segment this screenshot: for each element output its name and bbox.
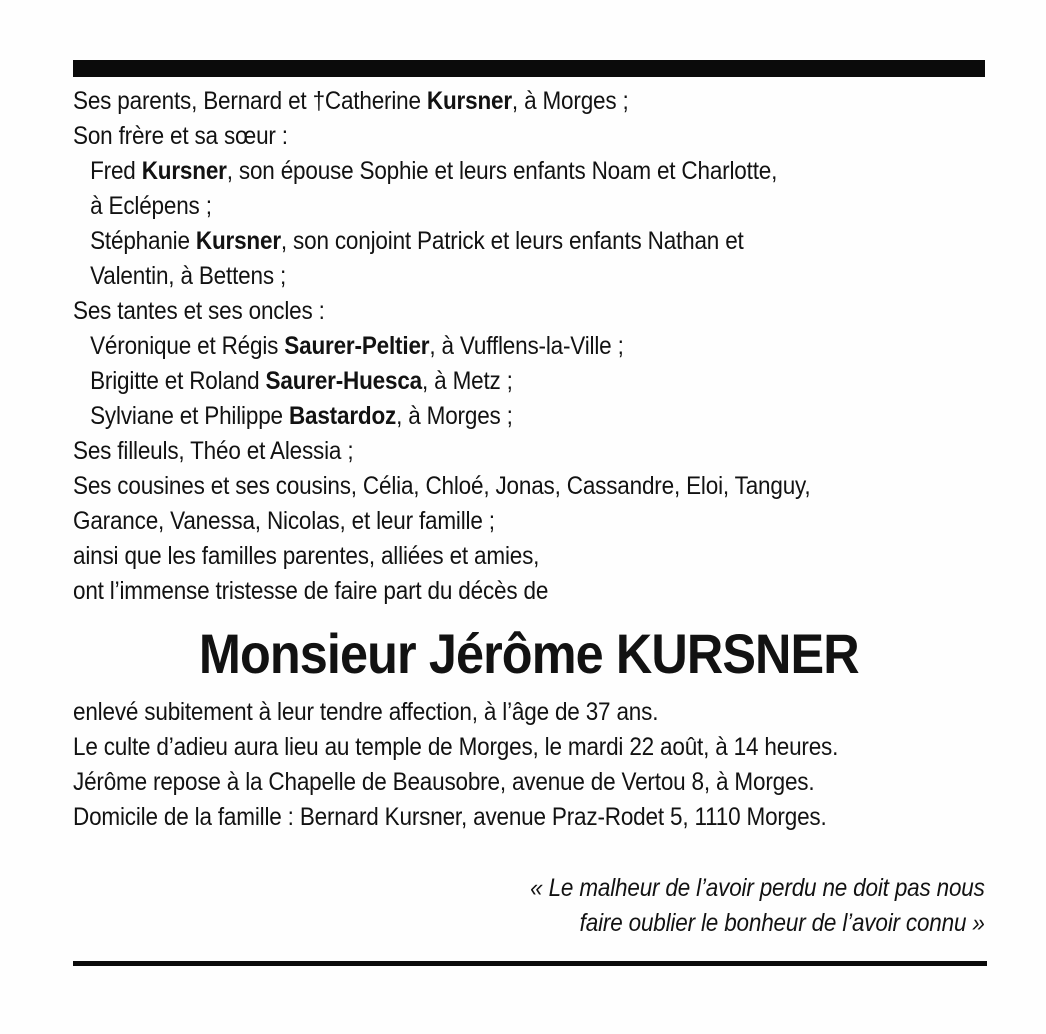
text-line: Stéphanie Kursner, son conjoint Patrick et leurs enfants Nathan et	[90, 227, 744, 255]
text-line: Domicile de la famille : Bernard Kursner, avenue Praz-Rodet 5, 1110 Morges.	[73, 803, 827, 831]
notice-content	[73, 84, 985, 941]
text-line: Ses filleuls, Théo et Alessia ;	[73, 437, 354, 465]
top-rule	[73, 60, 985, 77]
text-line: Son frère et sa sœur :	[73, 122, 288, 150]
text-line: ainsi que les familles parentes, alliées et amies,	[73, 542, 540, 570]
family-list	[73, 84, 985, 609]
memorial-quote	[73, 871, 985, 941]
deceased-name-title: Monsieur Jérôme KURSNER	[198, 622, 859, 685]
text-line: « Le malheur de l’avoir perdu ne doit pas nous	[530, 874, 985, 902]
text-line: Fred Kursner, son épouse Sophie et leurs enfants Noam et Charlotte,	[90, 157, 778, 185]
text-line: Sylviane et Philippe Bastardoz, à Morges ;	[90, 402, 513, 430]
text-line: faire oublier le bonheur de l’avoir connu »	[579, 909, 985, 937]
bottom-rule	[73, 961, 987, 966]
text-line: Garance, Vanessa, Nicolas, et leur famille ;	[73, 507, 495, 535]
text-line: Ses parents, Bernard et †Catherine Kursner, à Morges ;	[73, 87, 629, 115]
text-line: Valentin, à Bettens ;	[90, 262, 287, 290]
ceremony-details	[73, 695, 985, 835]
text-line: Ses cousines et ses cousins, Célia, Chloé, Jonas, Cassandre, Eloi, Tanguy,	[73, 472, 811, 500]
text-line: à Eclépens ;	[90, 192, 212, 220]
text-line: enlevé subitement à leur tendre affection, à l’âge de 37 ans.	[73, 698, 659, 726]
text-line: Jérôme repose à la Chapelle de Beausobre, avenue de Vertou 8, à Morges.	[73, 768, 815, 796]
text-line: ont l’immense tristesse de faire part du décès de	[73, 577, 549, 605]
text-line: Ses tantes et ses oncles :	[73, 297, 325, 325]
text-line: Véronique et Régis Saurer-Peltier, à Vufflens-la-Ville ;	[90, 332, 624, 360]
text-line: Le culte d’adieu aura lieu au temple de Morges, le mardi 22 août, à 14 heures.	[73, 733, 839, 761]
text-line: Brigitte et Roland Saurer-Huesca, à Metz ;	[90, 367, 513, 395]
